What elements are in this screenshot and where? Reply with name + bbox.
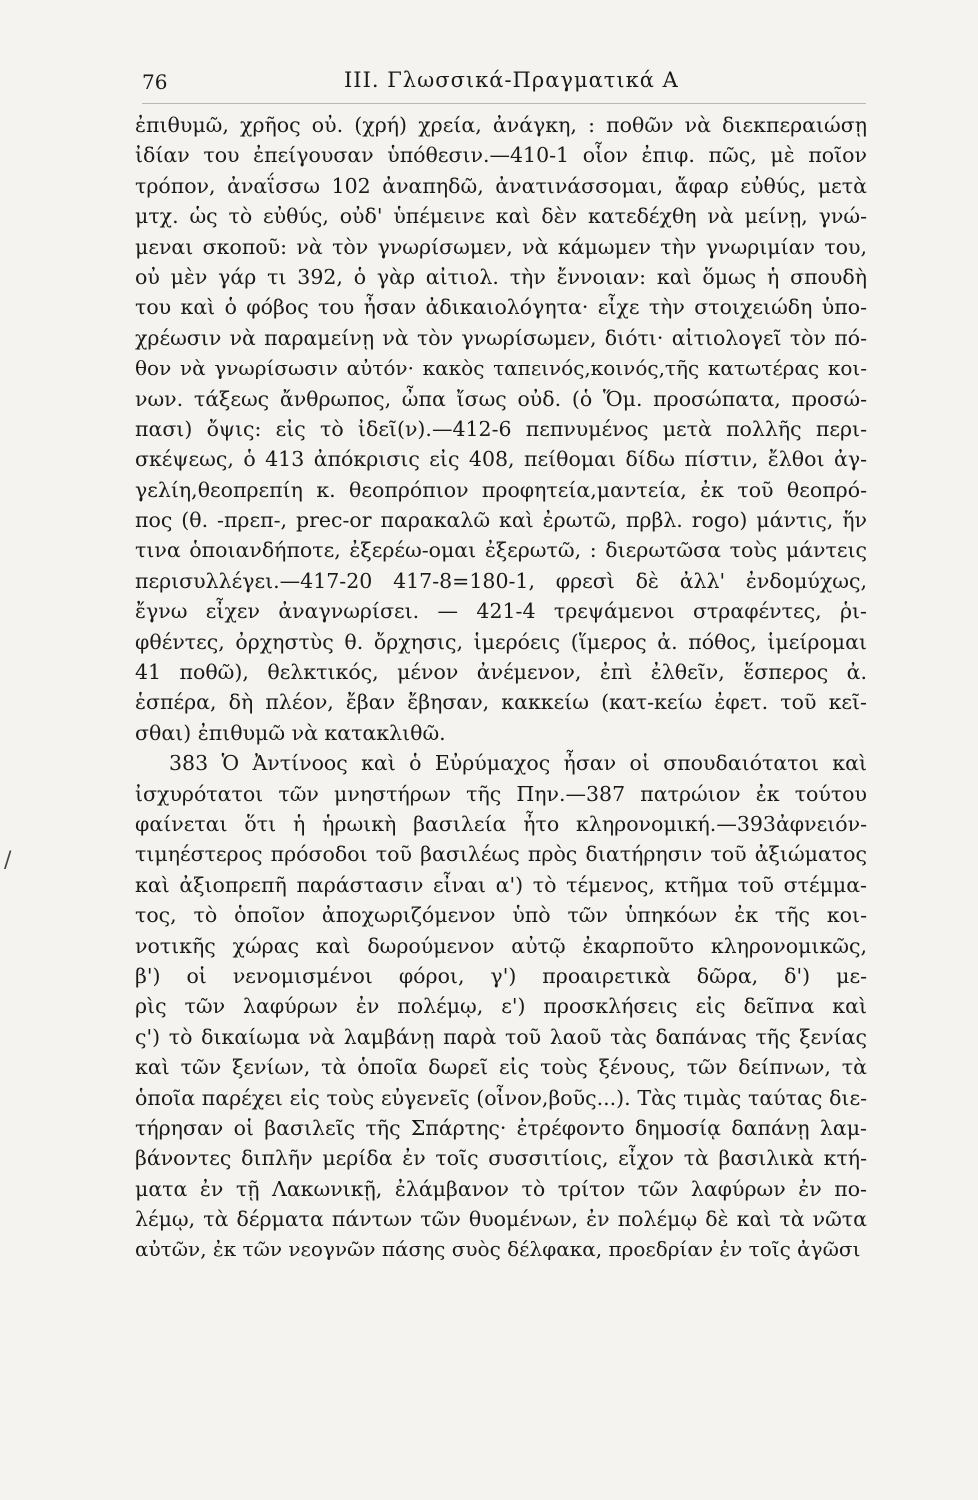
text-line: περισυλλέγει.—417-20 417-8=180-1, φρεσὶ δὲ ἀλλ' ἐνδομύχως, [135,568,867,593]
text-line: του καὶ ὁ φόβος του ἦσαν ἀδικαιολόγητα· εἶχε τὴν στοιχειώδη ὑπο- [135,295,867,320]
text-line: β') οἱ νενομισμένοι φόροι, γ') προαιρετικὰ δῶρα, δ') με- [135,963,867,988]
text-line: πος (θ. -πρεπ-, prec-or παρακαλῶ καὶ ἐρωτῶ, πρβλ. rogo) μάντις, ἥν [135,508,867,533]
text-line: θον νὰ γνωρίσωσιν αὐτόν· κακὸς ταπεινός,κοινός,τῆς κατωτέρας κοι- [135,356,867,381]
body-text [135,110,867,1265]
text-line: ματα ἐν τῇ Λακωνικῇ, ἐλάμβανον τὸ τρίτον τῶν λαφύρων ἐν πο- [135,1176,867,1201]
text-line: λέμῳ, τὰ δέρματα πάντων τῶν θυομένων, ἐν πολέμῳ δὲ καὶ τὰ νῶτα [135,1207,867,1232]
text-line: σκέψεως, ὁ 413 ἀπόκρισις εἰς 408, πείθομαι δίδω πίστιν, ἔλθοι ἀγ- [135,447,867,472]
text-line: ἰσχυρότατοι τῶν μνηστήρων τῆς Πην.—387 πατρώιον ἐκ τούτου [135,781,867,806]
text-line: οὐ μὲν γάρ τι 392, ὁ γὰρ αἰτιολ. τὴν ἔννοιαν: καὶ ὅμως ἡ σπουδὴ [135,264,867,289]
text-line: καὶ τῶν ξενίων, τὰ ὁποῖα δωρεῖ εἰς τοὺς ξένους, τῶν δείπνων, τὰ [135,1055,867,1080]
text-line: τιμηέστερος πρόσοδοι τοῦ βασιλέως πρὸς διατήρησιν τοῦ ἀξιώματος [135,842,867,867]
text-line: νοτικῆς χώρας καὶ δωρούμενον αὐτῷ ἐκαρποῦτο κληρονομικῶς, [135,933,867,958]
margin-mark: / [4,848,12,873]
text-line: νων. τάξεως ἄνθρωπος, ὦπα ἴσως οὐδ. (ὁ Ὅμ. προσώπατα, προσώ- [135,386,867,411]
text-line: 383 Ὁ Ἀντίνοος καὶ ὁ Εὐρύμαχος ἦσαν οἱ σπουδαιότατοι καὶ [169,751,867,776]
page-number: 76 [142,70,168,94]
text-line: τος, τὸ ὁποῖον ἀποχωριζόμενον ὑπὸ τῶν ὑπηκόων ἐκ τῆς κοι- [135,903,867,928]
text-line: αὐτῶν, ἐκ τῶν νεογνῶν πάσης συὸς δέλφακα, προεδρίαν ἐν τοῖς ἀγῶσι [135,1237,861,1262]
text-line: ἔγνω εἶχεν ἀναγνωρίσει. — 421-4 τρεψάμενοι στραφέντες, ῥι- [135,599,867,624]
text-line: ἑσπέρα, δὴ πλέον, ἔβαν ἔβησαν, κακκείω (κατ-κείω ἐφετ. τοῦ κεῖ- [135,690,867,715]
text-line: μεναι σκοποῦ: νὰ τὸν γνωρίσωμεν, νὰ κάμωμεν τὴν γνωριμίαν του, [135,234,867,259]
text-line: τήρησαν οἱ βασιλεῖς τῆς Σπάρτης· ἐτρέφοντο δημοσίᾳ δαπάνῃ λαμ- [135,1115,867,1140]
text-line: τινα ὁποιανδήποτε, ἐξερέω-ομαι ἐξερωτῶ, : διερωτῶσα τοὺς μάντεις [135,538,867,563]
text-line: πασι) ὄψις: εἰς τὸ ἰδεῖ(ν).—412-6 πεπνυμένος μετὰ πολλῆς περι- [135,416,867,441]
text-line: χρέωσιν νὰ παραμείνῃ νὰ τὸν γνωρίσωμεν, διότι· αἰτιολογεῖ τὸν πό- [135,325,867,350]
text-line: ρὶς τῶν λαφύρων ἐν πολέμῳ, ε') προσκλήσεις εἰς δεῖπνα καὶ [135,994,867,1019]
text-line: γελίη,θεοπρεπίη κ. θεοπρόπιον προφητεία,μαντεία, ἐκ τοῦ θεοπρό- [135,477,867,502]
header-rule [142,103,866,104]
running-head: ΙΙΙ. Γλωσσικά-Πραγματικά Α [344,68,679,92]
text-line: καὶ ἀξιοπρεπῆ παράστασιν εἶναι α') τὸ τέμενος, κτῆμα τοῦ στέμμα- [135,872,867,897]
text-line: μτχ. ὡς τὸ εὐθύς, οὐδ' ὑπέμεινε καὶ δὲν κατεδέχθη νὰ μείνῃ, γνώ- [135,204,867,229]
text-line: βάνοντες διπλῆν μερίδα ἐν τοῖς συσσιτίοις, εἶχον τὰ βασιλικὰ κτή- [135,1146,867,1171]
text-line: φθέντες, ὀρχηστὺς θ. ὄρχησις, ἱμερόεις (ἵμερος ἀ. πόθος, ἱμείρομαι [135,629,867,654]
text-line: 41 ποθῶ), θελκτικός, μένον ἀνέμενον, ἐπὶ ἐλθεῖν, ἕσπερος ἀ. [135,660,867,685]
text-line: ς') τὸ δικαίωμα νὰ λαμβάνῃ παρὰ τοῦ λαοῦ τὰς δαπάνας τῆς ξενίας [135,1024,867,1049]
text-line: ἐπιθυμῶ, χρῆος οὐ. (χρή) χρεία, ἀνάγκη, : ποθῶν νὰ διεκπεραιώσῃ [135,113,867,137]
text-line: ἰδίαν του ἐπείγουσαν ὑπόθεσιν.—410-1 οἷον ἐπιφ. πῶς, μὲ ποῖον [135,143,867,168]
page-header [142,62,866,102]
text-line: φαίνεται ὅτι ἡ ἡρωικὴ βασιλεία ἦτο κληρονομική.—393ἀφνειόν- [135,811,867,836]
text-line: ὁποῖα παρέχει εἰς τοὺς εὐγενεῖς (οἶνον,βοῦς...). Τὰς τιμὰς ταύτας διε- [135,1085,867,1110]
text-line: τρόπον, ἀναΐσσω 102 ἀναπηδῶ, ἀνατινάσσομαι, ἄφαρ εὐθύς, μετὰ [135,173,867,198]
text-line: σθαι) ἐπιθυμῶ νὰ κατακλιθῶ. [135,720,446,745]
